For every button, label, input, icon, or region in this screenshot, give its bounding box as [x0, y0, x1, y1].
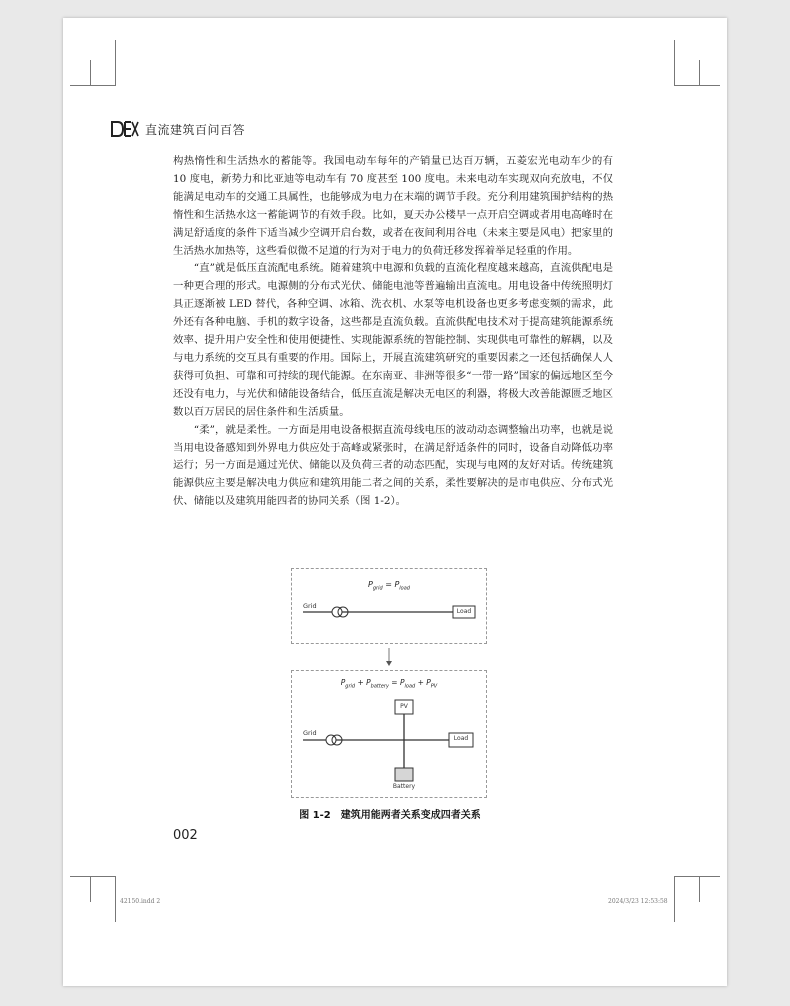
slug-left: 42150.indd 2 [120, 898, 161, 905]
crop-mark-bottom-right [674, 876, 675, 922]
crop-mark-top-left [115, 40, 116, 86]
building-power-logo-icon [111, 120, 139, 138]
bottom-circuit [291, 670, 487, 798]
crop-mark-bottom-left [115, 876, 116, 922]
grid-label: Grid [303, 729, 317, 737]
paragraph: 构热惰性和生活热水的蓄能等。我国电动车每年的产销量已达百万辆，五菱宏光电动车少的有 10 度电，新势力和比亚迪等电动车有 70 度甚至 100 度电。未来电动车实现双向充放电，不仅能满足电动车的交通工具属性，也能够成为电力在末端的调节手段。充分利用建筑围护结构的热惰性和生活热水这一蓄能调节的有效手段。比如，夏天办公楼早一点开启空调或者用电高峰时在满足舒适度的条件下适当减少空调开启台数，或者在夜间利用谷电（未来主要是风电）把家里的生活热水加热等，这些看似微不足道的行为对于电力的负荷迁移发挥着举足轻重的作用。 [173, 155, 613, 257]
crop-mark-top-right [674, 40, 675, 86]
crop-mark-bottom-right [699, 876, 700, 902]
body-text [173, 153, 613, 511]
crop-mark-top-left [90, 60, 91, 86]
grid-label: Grid [303, 602, 317, 610]
pv-label: PV [400, 703, 408, 710]
battery-label: Battery [392, 783, 416, 790]
header-title: 直流建筑百问百答 [145, 122, 246, 137]
paragraph: “直”就是低压直流配电系统。随着建筑中电源和负载的直流化程度越来越高，直流供配电是一种更合理的形式。电源侧的分布式光伏、储能电池等普遍输出直流电。用电设备中传统照明灯具正逐渐被 LED 替代，各种空调、冰箱、洗衣机、水泵等电机设备也更多考虑变频的需求，此外还有各种电脑、手机的数字设备，这些都是直流负载。直流供配电技术对于提高建筑能源系统效率、提升用户安全性和使用便捷性、实现能源系统的智能控制、实现供电可靠性的解耦，以及与电力系统的交互具有重要的作用。国际上，开展直流建筑研究的重要因素之一还包括确保人人获得可负担、可靠和可持续的现代能源。在东南亚、非洲等很多“一带一路”国家的偏远地区至今还没有电力，与光伏和储能设备结合，低压直流是解决无电区的利器，将极大改善能源匮乏地区数以百万居民的居住条件和生活质量。 [173, 262, 613, 418]
load-label: Load [456, 608, 472, 615]
load-label: Load [453, 735, 469, 742]
figure-1-2 [291, 568, 487, 798]
top-circuit [291, 568, 487, 644]
crop-mark-bottom-left [70, 876, 116, 877]
top-equation: $P_{grid} = P_{load}$ [368, 580, 410, 592]
running-header [111, 119, 245, 139]
crop-mark-top-right [674, 85, 720, 86]
crop-mark-top-left [70, 85, 116, 86]
arrow-down-icon [384, 648, 394, 668]
figure-caption: 图 1-2 建筑用能两者关系变成四者关系 [299, 810, 481, 821]
bottom-equation: $P_{grid} + P_{battery} = P_{load} + P_{PV}$ [340, 678, 438, 690]
crop-mark-bottom-left [90, 876, 91, 902]
crop-mark-top-right [699, 60, 700, 86]
paragraph: “柔”，就是柔性。一方面是用电设备根据直流母线电压的波动动态调整输出功率，也就是说当用电设备感知到外界电力供应处于高峰或紧张时，在满足舒适条件的同时，设备自动降低功率运行；另一方面是通过光伏、储能以及负荷三者的动态匹配，实现与电网的友好对话。传统建筑能源供应主要是解决电力供应和建筑用能二者之间的关系，柔性要解决的是市电供应、分布式光伏、储能以及建筑用能四者的协同关系（图 1-2）。 [173, 423, 613, 508]
slug-right: 2024/3/23 12:53:58 [608, 898, 668, 905]
crop-mark-bottom-right [674, 876, 720, 877]
page-number: 002 [173, 828, 198, 843]
